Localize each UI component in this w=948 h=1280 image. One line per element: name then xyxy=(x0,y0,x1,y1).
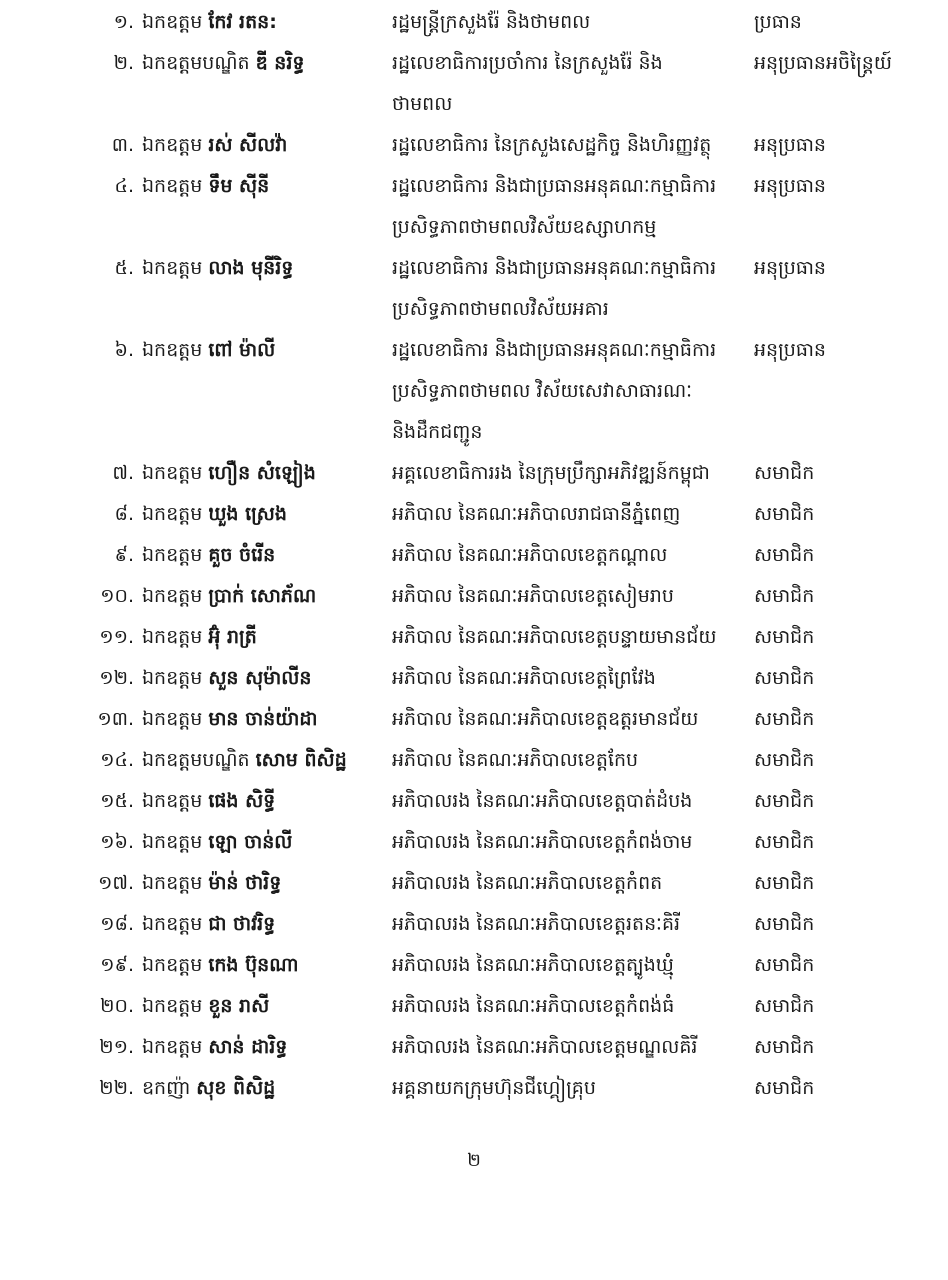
member-honorific: ឯកឧត្តម xyxy=(142,585,203,607)
member-number: ១០. xyxy=(100,585,134,607)
member-name-cell xyxy=(142,535,390,576)
member-role: សមាជិក xyxy=(754,585,815,607)
member-honorific: ឯកឧត្តមបណ្ឌិត xyxy=(142,52,250,74)
member-role: សមាជិក xyxy=(754,913,815,935)
member-name: ពៅ ម៉ាលី xyxy=(208,339,276,361)
member-position-line: អភិបាលរង នៃគណៈអភិបាលខេត្តមណ្ឌលគិរី xyxy=(392,1036,698,1058)
member-position-line: អគ្គលេខាធិការរង នៃក្រុមប្រឹក្សាអភិវឌ្ឍន៍កម្ពុជា xyxy=(392,462,710,484)
member-position-line: រដ្ឋលេខាធិការ និងជាប្រធានអនុគណៈកម្មាធិការ xyxy=(392,175,717,197)
member-number: ៤. xyxy=(114,175,134,197)
member-row xyxy=(0,699,948,740)
member-number: ១៣. xyxy=(97,708,134,730)
member-name-cell xyxy=(142,904,390,945)
member-position-line: អភិបាលរង នៃគណៈអភិបាលខេត្តរតនៈគិរី xyxy=(392,913,681,935)
member-honorific: ឯកឧត្តម xyxy=(142,134,203,156)
member-name-cell xyxy=(142,2,390,43)
member-position-line: អភិបាល នៃគណៈអភិបាលខេត្តបន្ទាយមានជ័យ xyxy=(392,626,717,648)
member-name-cell xyxy=(142,863,390,904)
member-name-cell xyxy=(142,658,390,699)
member-position-line: អភិបាល នៃគណៈអភិបាលខេត្តឧត្តរមានជ័យ xyxy=(392,708,699,730)
member-position xyxy=(390,43,750,125)
member-position xyxy=(390,822,750,863)
member-position-line: និងដឹកជញ្ជូន xyxy=(392,421,483,443)
member-role: អនុប្រធានអចិន្ត្រៃយ៍ xyxy=(754,52,892,74)
member-position-line: អភិបាលរង នៃគណៈអភិបាលខេត្តកំពត xyxy=(392,872,663,894)
member-number: ៧. xyxy=(112,462,134,484)
member-name-cell xyxy=(142,494,390,535)
member-name: អ៊ុំ រាត្រី xyxy=(208,626,257,648)
member-position-line: រដ្ឋលេខាធិការ និងជាប្រធានអនុគណៈកម្មាធិការ xyxy=(392,339,717,361)
member-row xyxy=(0,576,948,617)
member-position xyxy=(390,166,750,248)
member-number: ២២. xyxy=(99,1077,134,1099)
member-name-cell xyxy=(142,1027,390,1068)
member-position-line: អគ្គនាយកក្រុមហ៊ុនជីហ្គៀគ្រុប xyxy=(392,1077,596,1099)
member-role: សមាជិក xyxy=(754,544,815,566)
member-name: ទឹម ស៊ីនី xyxy=(208,175,270,197)
member-position xyxy=(390,781,750,822)
member-position-line: អភិបាលរង នៃគណៈអភិបាលខេត្តត្បូងឃ្មុំ xyxy=(392,954,674,976)
member-position-line: រដ្ឋមន្ត្រីក្រសួងរ៉ែ និងថាមពល xyxy=(392,11,591,33)
member-position xyxy=(390,1068,750,1109)
member-name: សួន សុម៉ាលីន xyxy=(208,667,312,689)
member-name: ឌី នរិទ្ធ xyxy=(255,52,305,74)
member-honorific: ឯកឧត្តម xyxy=(142,1036,203,1058)
member-row xyxy=(0,453,948,494)
member-position xyxy=(390,125,750,166)
member-role: អនុប្រធាន xyxy=(754,175,826,197)
member-name: ខួន រាសី xyxy=(208,995,270,1017)
member-position-line: ថាមពល xyxy=(392,93,453,115)
member-honorific: ឯកឧត្តម xyxy=(142,995,203,1017)
member-number: ១១. xyxy=(99,626,134,648)
member-position-line: អភិបាល នៃគណៈអភិបាលរាជធានីភ្នំពេញ xyxy=(392,503,681,525)
member-name: ឡោ ចាន់លី xyxy=(208,831,293,853)
member-row xyxy=(0,781,948,822)
member-number: ៥. xyxy=(114,257,134,279)
member-name: ជា ថាវរិទ្ធ xyxy=(208,913,276,935)
member-name-cell xyxy=(142,945,390,986)
member-name: រស់ សីលវ៉ា xyxy=(208,134,288,156)
member-position xyxy=(390,699,750,740)
member-row xyxy=(0,822,948,863)
member-role: សមាជិក xyxy=(754,831,815,853)
member-position-line: អភិបាល នៃគណៈអភិបាលខេត្តព្រៃវែង xyxy=(392,667,656,689)
member-name: ផេង សិទ្ធី xyxy=(208,790,276,812)
member-role: សមាជិក xyxy=(754,954,815,976)
member-position-line: រដ្ឋលេខាធិការ នៃក្រសួងសេដ្ឋកិច្ច និងហិរញ្ញវត្ថុ xyxy=(392,134,712,156)
member-name: ម៉ាន់ ថារិទ្ធ xyxy=(208,872,282,894)
member-position xyxy=(390,986,750,1027)
member-position-line: រដ្ឋលេខាធិការ និងជាប្រធានអនុគណៈកម្មាធិការ xyxy=(392,257,717,279)
member-number: ១២. xyxy=(99,667,134,689)
member-position xyxy=(390,740,750,781)
member-position xyxy=(390,2,750,43)
member-number: ២. xyxy=(113,52,134,74)
member-name-cell xyxy=(142,617,390,658)
member-position xyxy=(390,576,750,617)
member-position xyxy=(390,658,750,699)
member-name: សាន់ ដារិទ្ធ xyxy=(208,1036,288,1058)
member-name-cell xyxy=(142,330,390,371)
member-position xyxy=(390,535,750,576)
member-honorific: ឯកឧត្តម xyxy=(142,872,203,894)
member-row xyxy=(0,1027,948,1068)
member-number: ១៩. xyxy=(100,954,134,976)
member-number: ៦. xyxy=(114,339,134,361)
member-row xyxy=(0,125,948,166)
member-name-cell xyxy=(142,699,390,740)
member-role: អនុប្រធាន xyxy=(754,339,826,361)
member-number: ៨. xyxy=(114,503,134,525)
member-name-cell xyxy=(142,453,390,494)
member-honorific: ឯកឧត្តមបណ្ឌិត xyxy=(142,749,250,771)
member-name: ហឿន សំឡៀង xyxy=(208,462,316,484)
member-role: សមាជិក xyxy=(754,872,815,894)
member-honorific: ឯកឧត្តម xyxy=(142,544,203,566)
member-position-line: អភិបាលរង នៃគណៈអភិបាលខេត្តកំពង់ធំ xyxy=(392,995,675,1017)
member-name-cell xyxy=(142,740,390,781)
member-row xyxy=(0,617,948,658)
member-number: ២១. xyxy=(99,1036,134,1058)
member-honorific: ឯកឧត្តម xyxy=(142,503,203,525)
member-row xyxy=(0,2,948,43)
member-role: សមាជិក xyxy=(754,462,815,484)
member-row xyxy=(0,1068,948,1109)
member-position-line: ប្រសិទ្ធភាពថាមពលវិស័យអគារ xyxy=(392,298,609,320)
member-number: ១៥. xyxy=(100,790,134,812)
member-name-cell xyxy=(142,576,390,617)
member-role: អនុប្រធាន xyxy=(754,134,826,156)
member-position xyxy=(390,904,750,945)
member-name: មាន ចាន់យ៉ាដា xyxy=(208,708,318,730)
member-row xyxy=(0,986,948,1027)
member-name: កែវ រតន: xyxy=(208,11,277,33)
member-honorific: ឯកឧត្តម xyxy=(142,667,203,689)
member-role: សមាជិក xyxy=(754,790,815,812)
member-role: សមាជិក xyxy=(754,749,815,771)
member-number: ១៨. xyxy=(100,913,134,935)
member-name: គួច ចំរើន xyxy=(208,544,276,566)
member-name: ឃួង ស្រេង xyxy=(208,503,287,525)
member-number: ១៦. xyxy=(100,831,134,853)
member-role: សមាជិក xyxy=(754,1036,815,1058)
member-name-cell xyxy=(142,781,390,822)
member-honorific: ឯកឧត្តម xyxy=(142,954,203,976)
member-name: សោម ពិសិដ្ឋ xyxy=(255,749,347,771)
member-row xyxy=(0,494,948,535)
member-position-line: ប្រសិទ្ធភាពថាមពល វិស័យសេវាសាធារណៈ xyxy=(392,380,692,402)
member-name-cell xyxy=(142,986,390,1027)
member-number: ១៤. xyxy=(100,749,134,771)
member-number: ៩. xyxy=(114,544,134,566)
member-position xyxy=(390,617,750,658)
member-name-cell xyxy=(142,166,390,207)
member-row xyxy=(0,535,948,576)
member-honorific: ឯកឧត្តម xyxy=(142,339,203,361)
member-number: ១៧. xyxy=(97,872,134,894)
member-name-cell xyxy=(142,43,390,84)
member-role: អនុប្រធាន xyxy=(754,257,826,279)
member-row xyxy=(0,740,948,781)
member-position xyxy=(390,453,750,494)
member-role: សមាជិក xyxy=(754,708,815,730)
member-role: សមាជិក xyxy=(754,503,815,525)
member-honorific: ឯកឧត្តម xyxy=(142,626,203,648)
member-honorific: ឯកឧត្តម xyxy=(142,790,203,812)
member-position-line: អភិបាល នៃគណៈអភិបាលខេត្តកែប xyxy=(392,749,639,771)
member-position xyxy=(390,248,750,330)
member-honorific: ឯកឧត្តម xyxy=(142,257,203,279)
member-position-line: ប្រសិទ្ធភាពថាមពលវិស័យឧស្សាហកម្ម xyxy=(392,216,657,238)
member-position xyxy=(390,863,750,904)
member-name-cell xyxy=(142,248,390,289)
page-number: ២ xyxy=(467,1150,481,1171)
member-position-line: អភិបាល នៃគណៈអភិបាលខេត្តសៀមរាប xyxy=(392,585,674,607)
member-name: លាង មុនីរិទ្ធ xyxy=(208,257,294,279)
member-row xyxy=(0,658,948,699)
member-row xyxy=(0,248,948,330)
member-number: ១. xyxy=(113,11,134,33)
member-position xyxy=(390,945,750,986)
member-name: ប្រាក់ សោភ័ណ xyxy=(208,585,317,607)
member-name: កេង ប៊ុនណា xyxy=(208,954,299,976)
member-name: សុខ ពិសិដ្ឋ xyxy=(196,1077,276,1099)
member-honorific: ឯកឧត្តម xyxy=(142,11,203,33)
member-row xyxy=(0,945,948,986)
member-row xyxy=(0,863,948,904)
member-role: សមាជិក xyxy=(754,626,815,648)
member-position-line: អភិបាលរង នៃគណៈអភិបាលខេត្តកំពង់ចាម xyxy=(392,831,693,853)
member-position xyxy=(390,494,750,535)
member-honorific: ឯកឧត្តម xyxy=(142,175,203,197)
member-number: ៣. xyxy=(111,134,134,156)
member-position-line: អភិបាលរង នៃគណៈអភិបាលខេត្តបាត់ដំបង xyxy=(392,790,693,812)
member-role: សមាជិក xyxy=(754,1077,815,1099)
member-list xyxy=(0,2,948,1109)
member-position-line: អភិបាល នៃគណៈអភិបាលខេត្តកណ្តាល xyxy=(392,544,668,566)
member-honorific: ឯកឧត្តម xyxy=(142,913,203,935)
member-honorific: ឯកឧត្តម xyxy=(142,462,203,484)
member-role: ប្រធាន xyxy=(754,11,802,33)
member-position xyxy=(390,330,750,453)
member-position-line: រដ្ឋលេខាធិការប្រចាំការ នៃក្រសួងរ៉ែ និង xyxy=(392,52,663,74)
member-role: សមាជិក xyxy=(754,667,815,689)
member-row xyxy=(0,166,948,248)
member-honorific: ឧកញ៉ា xyxy=(142,1077,191,1099)
member-row xyxy=(0,43,948,125)
member-position xyxy=(390,1027,750,1068)
member-name-cell xyxy=(142,1068,390,1109)
member-row xyxy=(0,330,948,453)
member-row xyxy=(0,904,948,945)
member-name-cell xyxy=(142,822,390,863)
member-role: សមាជិក xyxy=(754,995,815,1017)
member-honorific: ឯកឧត្តម xyxy=(142,708,203,730)
member-honorific: ឯកឧត្តម xyxy=(142,831,203,853)
member-name-cell xyxy=(142,125,390,166)
member-number: ២០. xyxy=(100,995,134,1017)
